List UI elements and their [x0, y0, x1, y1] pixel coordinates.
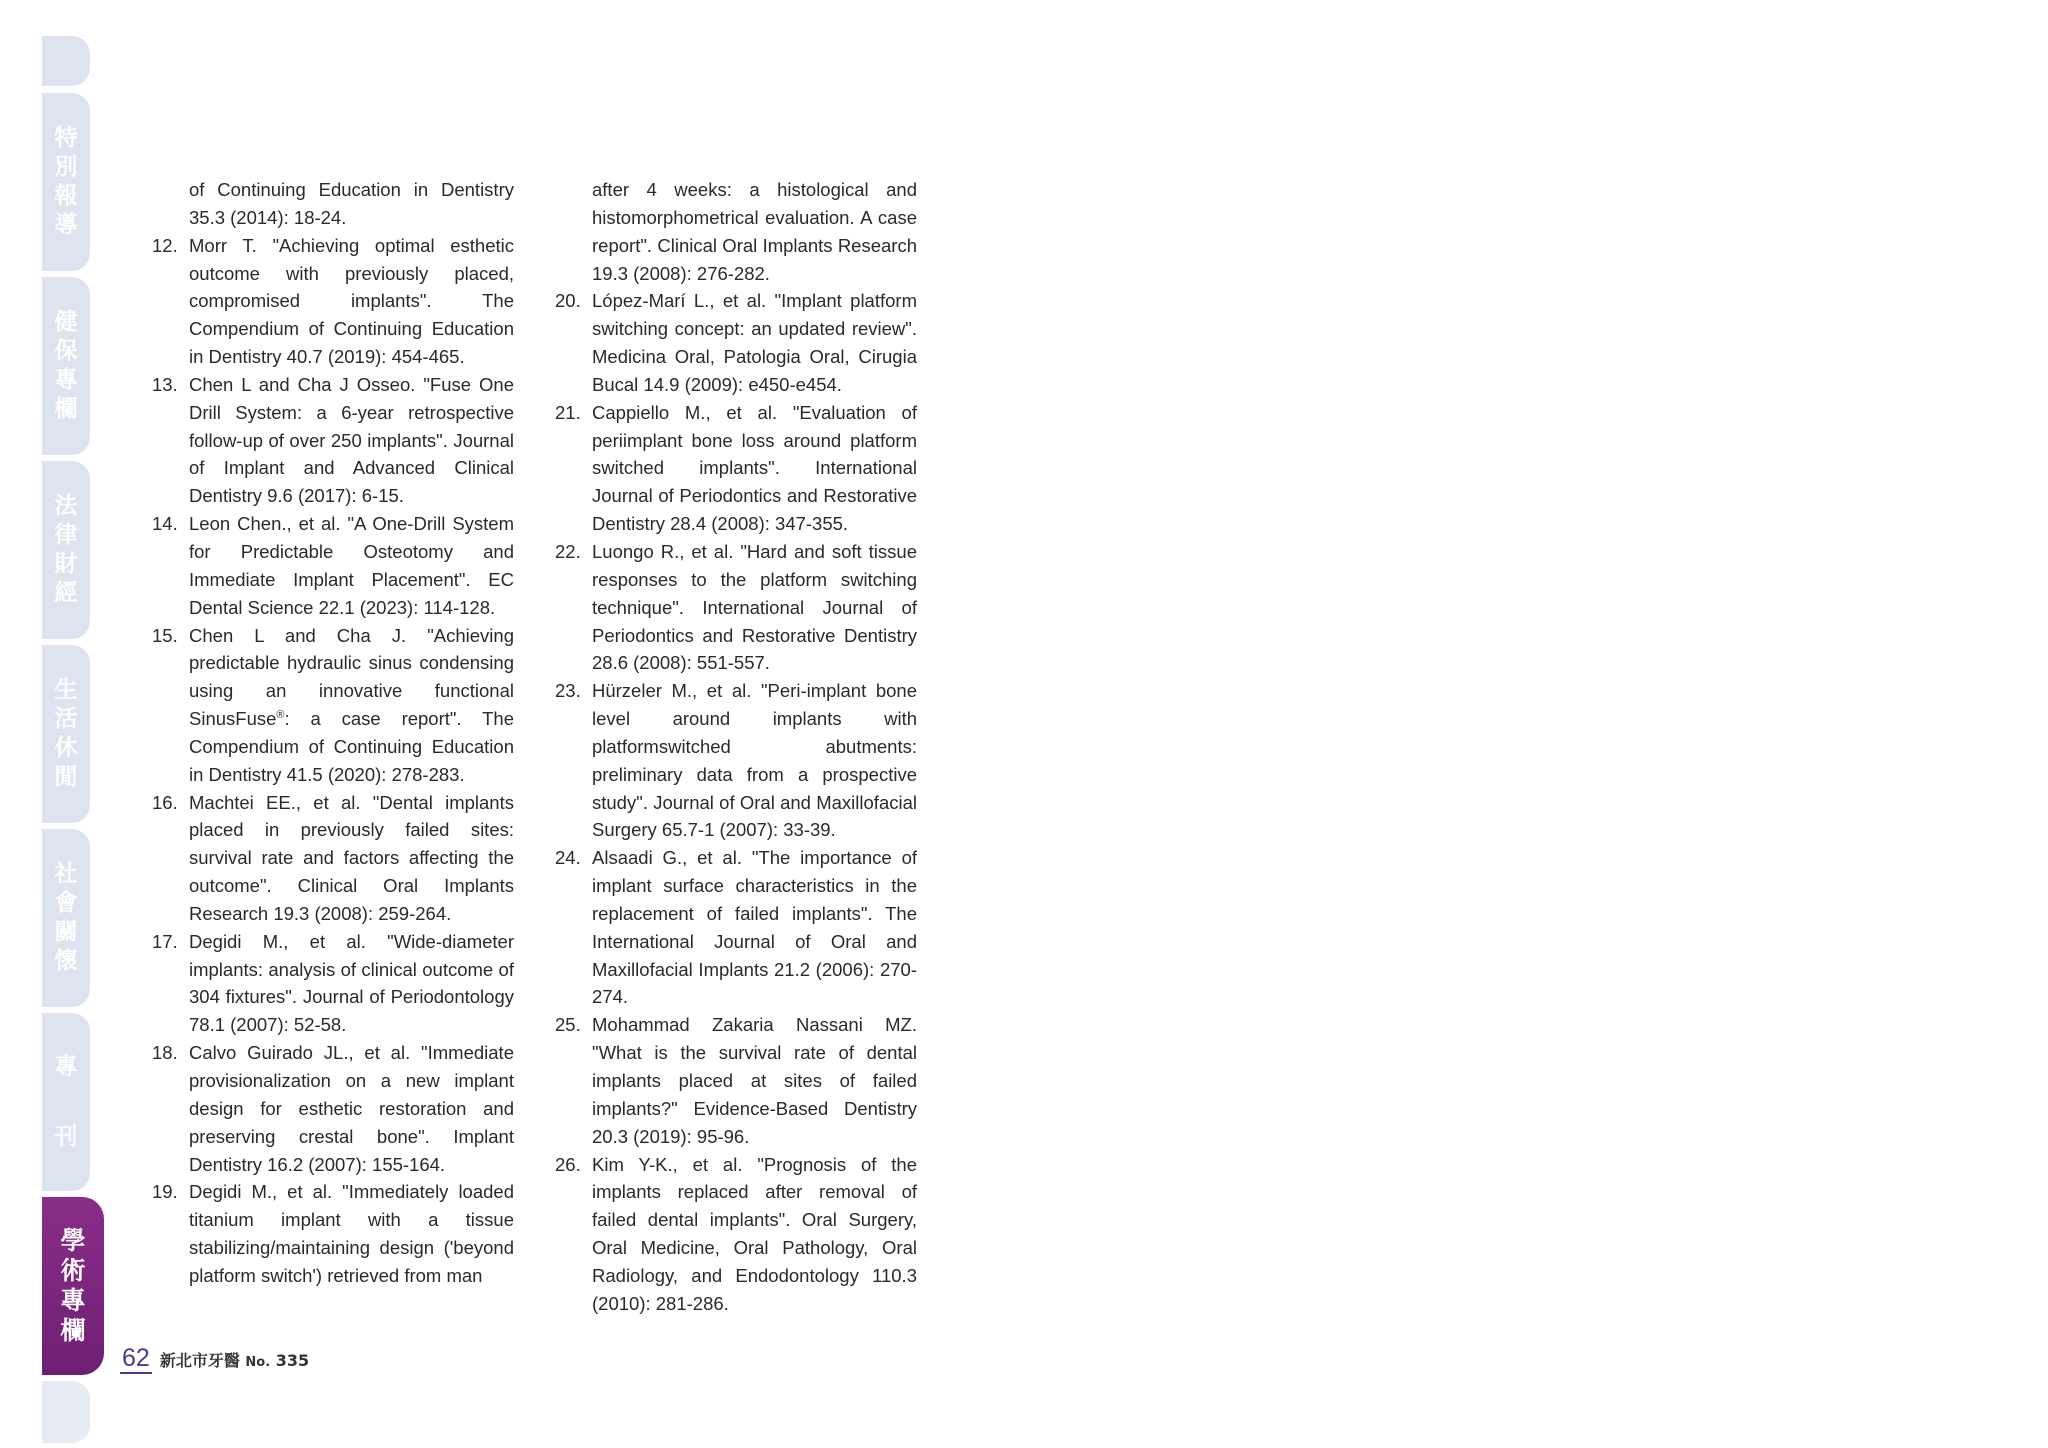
- tab-label: 專刊: [54, 1054, 78, 1150]
- reference-number: 19.: [152, 1181, 178, 1203]
- reference-text: Leon Chen., et al. "A One-Drill System for Predictable Osteotomy and Immediate Implant Placement". EC Dental Science 22.1 (2023): 114-128.: [189, 513, 514, 618]
- reference-item: [152, 371, 514, 510]
- reference-text: Luongo R., et al. "Hard and soft tissue responses to the platform switching technique". International Journal of Periodontics and Restorative Dentistry 28.6 (2008): 551-557.: [592, 540, 917, 674]
- reference-number: 14.: [152, 513, 178, 535]
- tab-label: 法律財經: [54, 493, 78, 606]
- tab-bottom-blank: [42, 1381, 90, 1443]
- reference-item: [152, 622, 514, 789]
- references-left-column: [152, 176, 514, 1290]
- reference-text: Cappiello M., et al. "Evaluation of periimplant bone loss around platform switched implants". International Journal of Periodontics and Restorative Dentistry 28.4 (2008): 347-355.: [592, 401, 917, 535]
- issue-number: 335: [275, 1351, 310, 1370]
- reference-text-after: : a case report". The Compendium of Continuing Education in Dentistry 41.5 (2020): 278-283.: [189, 708, 514, 785]
- reference-item: [152, 1039, 514, 1178]
- reference-item: [555, 1151, 917, 1318]
- reference-item: [555, 1011, 917, 1150]
- reference-text: Degidi M., et al. "Immediately loaded titanium implant with a tissue stabilizing/maintaining design ('beyond platform switch') retrieved from man: [189, 1181, 514, 1286]
- page-number: 62: [122, 1344, 150, 1372]
- tab-health-insurance[interactable]: [42, 277, 90, 455]
- reference-text: Degidi M., et al. "Wide-diameter implants: analysis of clinical outcome of 304 fixtures". Journal of Periodontology 78.1 (2007): 52-58.: [189, 930, 514, 1036]
- page-footer: [120, 1344, 309, 1374]
- reference-number: 24.: [555, 847, 581, 869]
- reference-text: Chen L and Cha J Osseo. "Fuse One Drill System: a 6-year retrospective follow-up of over 250 implants". Journal of Implant and Advanced Clinical Dentistry 9.6 (2017): 6-15.: [189, 373, 514, 507]
- reference-text: Machtei EE., et al. "Dental implants placed in previously failed sites: survival rate and factors affecting the outcome". Clinical Oral Implants Research 19.3 (2008): 259-264.: [189, 791, 514, 924]
- reference-item: [555, 538, 917, 677]
- reference-item: [555, 844, 917, 1011]
- tab-lifestyle[interactable]: [42, 645, 90, 823]
- tab-label: 生活休閒: [54, 677, 78, 790]
- reference-number: 21.: [555, 401, 581, 423]
- journal-name: 新北市牙醫: [159, 1351, 240, 1370]
- journal-title: [160, 1350, 309, 1374]
- reference-item: [152, 789, 514, 928]
- tab-label: 社會關懷: [54, 861, 78, 974]
- reference-number: 22.: [555, 540, 581, 562]
- tab-label: 健保專欄: [54, 309, 78, 422]
- tab-label: 特別報導: [54, 125, 78, 238]
- references-right-column: [555, 176, 917, 1318]
- reference-text: Kim Y-K., et al. "Prognosis of the implants replaced after removal of failed dental implants". Oral Surgery, Oral Medicine, Oral Pathology, Oral Radiology, and Endodontology 110.3 (2010): 281-286.: [592, 1153, 917, 1314]
- tab-top-blank: [42, 36, 90, 86]
- reference-continuation: after 4 weeks: a histological and histomorphometrical evaluation. A case report". Clinical Oral Implants Research 19.3 (2008): 276-282.: [592, 179, 917, 284]
- tab-law-finance[interactable]: [42, 461, 90, 639]
- reference-number: 20.: [555, 290, 581, 312]
- reference-text: Alsaadi G., et al. "The importance of implant surface characteristics in the replacement of failed implants". The International Journal of Oral and Maxillofacial Implants 21.2 (2006): 270-274.: [592, 847, 917, 1008]
- reference-text: Hürzeler M., et al. "Peri-implant bone level around implants with platformswitched abutments: preliminary data from a prospective study". Journal of Oral and Maxillofacial Surgery 65.7-1 (2007): 33-39.: [592, 680, 917, 841]
- tab-academic-column[interactable]: [42, 1197, 104, 1375]
- reference-item: [152, 510, 514, 621]
- registered-mark: ®: [276, 708, 285, 721]
- tab-special-issue[interactable]: [42, 1013, 90, 1191]
- tab-social-care[interactable]: [42, 829, 90, 1007]
- reference-text: López-Marí L., et al. "Implant platform switching concept: an updated review". Medicina Oral, Patologia Oral, Cirugia Bucal 14.9 (2009): e450-e454.: [592, 290, 917, 395]
- reference-item: [555, 399, 917, 538]
- reference-number: 12.: [152, 234, 178, 256]
- reference-text: Morr T. "Achieving optimal esthetic outcome with previously placed, compromised implants". The Compendium of Continuing Education in Dentistry 40.7 (2019): 454-465.: [189, 234, 514, 368]
- reference-text: Chen L and Cha J. "Achieving predictable hydraulic sinus condensing using an innovative functional SinusFuse: [189, 624, 514, 730]
- reference-number: 15.: [152, 624, 178, 646]
- reference-number: 16.: [152, 791, 178, 813]
- issue-prefix: No.: [245, 1355, 271, 1370]
- reference-number: 23.: [555, 680, 581, 702]
- tab-label: 學術專欄: [60, 1226, 86, 1345]
- tab-special-report[interactable]: [42, 93, 90, 271]
- reference-item: [152, 232, 514, 371]
- reference-number: 17.: [152, 930, 178, 952]
- reference-number: 18.: [152, 1042, 178, 1064]
- reference-item: [555, 287, 917, 398]
- reference-text: Mohammad Zakaria Nassani MZ. "What is the survival rate of dental implants placed at sites of failed implants?" Evidence-Based Dentistry 20.3 (2019): 95-96.: [592, 1014, 917, 1147]
- reference-number: 26.: [555, 1153, 581, 1175]
- reference-item: [152, 1178, 514, 1289]
- reference-continuation: of Continuing Education in Dentistry 35.3 (2014): 18-24.: [189, 179, 514, 228]
- reference-number: 25.: [555, 1014, 581, 1036]
- reference-item: [555, 677, 917, 844]
- reference-text: Calvo Guirado JL., et al. "Immediate provisionalization on a new implant design for esthetic restoration and preserving crestal bone". Implant Dentistry 16.2 (2007): 155-164.: [189, 1042, 514, 1175]
- reference-number: 13.: [152, 373, 178, 395]
- reference-item: [152, 928, 514, 1039]
